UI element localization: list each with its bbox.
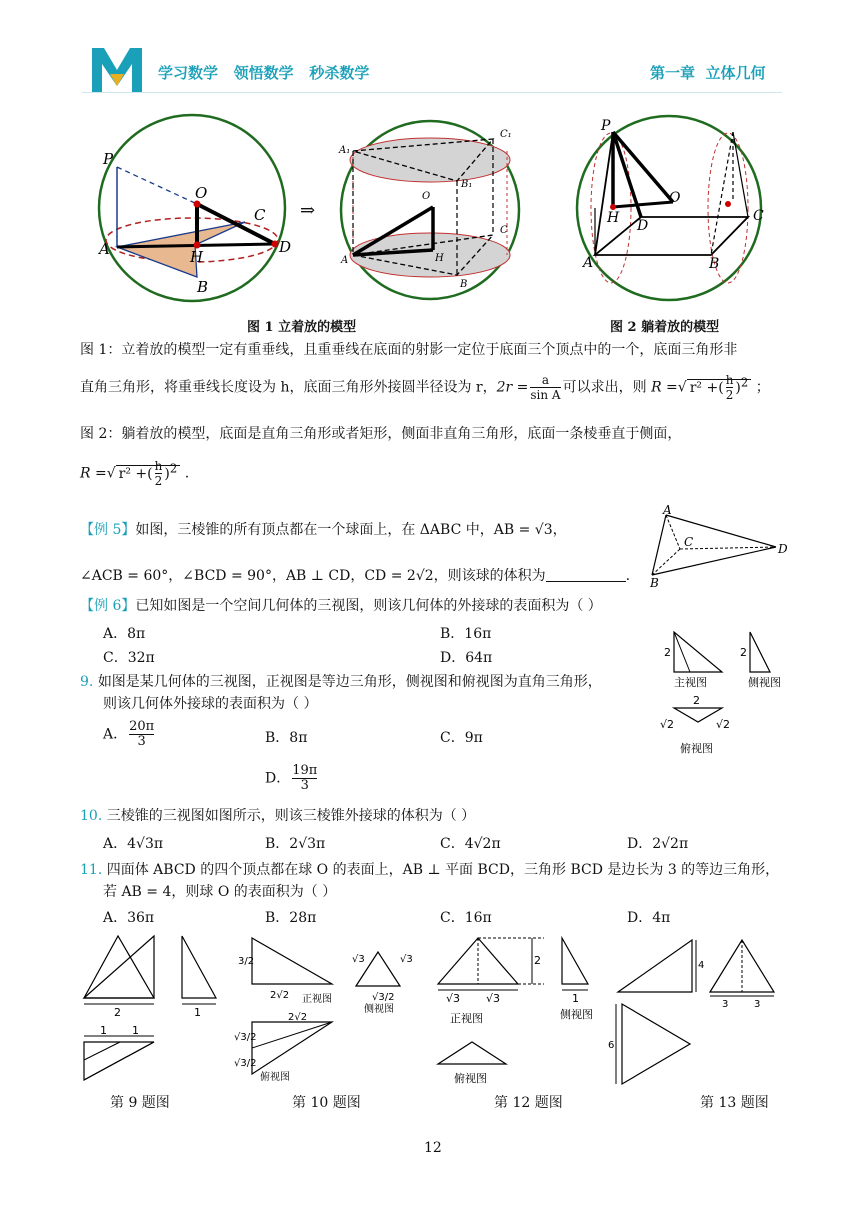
fig2-label-d: D: [637, 218, 649, 234]
fig1b-label-a: A: [341, 255, 349, 266]
f10-front-caption: 正视图: [302, 994, 332, 1005]
fig1a-label-h: H: [190, 248, 204, 266]
f10-top-width: 2√2: [288, 1012, 308, 1023]
ex6-front-dim: 2: [664, 646, 671, 659]
example6-three-views: [652, 628, 792, 761]
f12-right: √3: [486, 992, 501, 1005]
f9-side-width: 1: [194, 1006, 201, 1019]
q9-option-c[interactable]: C．9π: [440, 730, 483, 746]
fig2-label-p: P: [601, 118, 611, 134]
figure-1b: [335, 115, 525, 309]
ex6-top-right-dim: √2: [716, 718, 731, 731]
f9-top-left: 1: [100, 1024, 107, 1037]
arrow-symbol: ⇒: [300, 200, 316, 221]
figure-2: [573, 112, 773, 311]
example6-option-a[interactable]: A．8π: [103, 626, 146, 642]
f10-top-dim1: √3/2: [234, 1032, 257, 1043]
q11-line2: 若 AB = 4，则球 O 的表面积为（ ）: [103, 884, 337, 900]
f9-top-right: 1: [132, 1024, 139, 1037]
f10-top-dim2: √3/2: [234, 1058, 257, 1069]
q11-option-a[interactable]: A．36π: [103, 910, 155, 926]
caption-q9: 第 9 题图: [110, 1095, 170, 1111]
q10-question: 10. 三棱锥的三视图如图所示，则该三棱锥外接球的体积为（ ）: [80, 808, 476, 824]
q10-option-a[interactable]: A．4√3π: [103, 836, 164, 852]
example6-option-d[interactable]: D．64π: [440, 650, 493, 666]
f12-side-caption: 侧视图: [560, 1008, 593, 1021]
f12-left: √3: [446, 992, 461, 1005]
caption-q13: 第 13 题图: [700, 1095, 769, 1111]
fig1a-label-o: O: [195, 184, 208, 202]
caption-q12: 第 12 题图: [494, 1095, 563, 1111]
q11-option-d[interactable]: D．4π: [627, 910, 671, 926]
example6-option-b[interactable]: B．16π: [440, 626, 492, 642]
ex5-label-a: A: [663, 503, 672, 517]
q9-figure: [78, 930, 228, 1094]
fig1b-label-a1: A₁: [339, 145, 351, 156]
f10-side-right: √3: [400, 954, 413, 965]
fig1b-label-b: B: [460, 279, 468, 290]
example5-figure: [648, 503, 793, 590]
example5-line2: ∠ACB = 60°，∠BCD = 90°，AB ⊥ CD，CD = 2√2，则该球的体积为 .: [80, 568, 631, 584]
fig1b-label-b1: B₁: [461, 179, 473, 190]
f10-front-width: 2√2: [270, 990, 290, 1001]
q13-figure: [608, 934, 792, 1094]
example5-line1: 【例 5】如图，三棱锥的所有顶点都在一个球面上，在 ΔABC 中，AB = √3，: [80, 522, 567, 538]
fig2-caption: 图 2 躺着放的模型: [610, 320, 720, 335]
header-slogan: 学习数学 领悟数学 秒杀数学: [158, 64, 370, 82]
example6-option-c[interactable]: C．32π: [103, 650, 155, 666]
radical-sign: √: [677, 379, 687, 396]
ex5-label-b: B: [650, 576, 659, 590]
f10-top-caption: 俯视图: [260, 1072, 290, 1083]
ex6-side-dim: 2: [740, 646, 747, 659]
f13-left: 3: [722, 999, 729, 1010]
fig2-label-o: O: [669, 190, 681, 206]
page-number: 12: [424, 1140, 442, 1156]
fig1b-label-c: C: [500, 225, 508, 236]
desc-fig1-line1: 图 1：立着放的模型一定有重垂线，且重垂线在底面的射影一定位于底面三个顶点中的一个，底面三角形非: [80, 342, 738, 358]
f12-top-caption: 俯视图: [454, 1072, 487, 1085]
q10-option-b[interactable]: B．2√3π: [265, 836, 326, 852]
f10-side-bottom: √3/2: [372, 992, 395, 1003]
fig2-label-h: H: [607, 210, 620, 226]
f12-front-caption: 正视图: [450, 1012, 483, 1025]
q9-line1: 9. 如图是某几何体的三视图，正视图是等边三角形，侧视图和俯视图为直角三角形，: [80, 674, 602, 690]
logo: [88, 44, 146, 94]
fig1a-label-a: A: [99, 240, 110, 258]
q10-figure: [232, 932, 432, 1096]
figure-1a: [95, 112, 295, 311]
ex6-front-caption: 主视图: [674, 676, 707, 689]
q9-option-b[interactable]: B．8π: [265, 730, 308, 746]
ex6-top-caption: 俯视图: [680, 742, 713, 755]
fig1b-label-h: H: [435, 253, 444, 264]
f13-height: 4: [698, 960, 705, 971]
q9-option-a[interactable]: A． $\frac{20\pi}{3}$: [103, 719, 155, 749]
q11-option-b[interactable]: B．28π: [265, 910, 317, 926]
caption-q10: 第 10 题图: [292, 1095, 361, 1111]
f10-side-caption: 侧视图: [364, 1004, 394, 1015]
fig2-label-a: A: [583, 255, 594, 271]
fig1b-label-o: O: [422, 191, 431, 202]
header-rule: [82, 92, 782, 93]
q12-figure: [432, 932, 615, 1096]
q10-option-d[interactable]: D．2√2π: [627, 836, 689, 852]
fig1b-label-c1: C₁: [500, 129, 512, 140]
fraction-a-over-sinA: $\frac{a}{\text{sin A}}$: [530, 373, 561, 403]
ex5-label-d: D: [778, 542, 788, 556]
f12-height: 2: [534, 954, 541, 967]
fig1a-label-c: C: [254, 206, 266, 224]
fig1a-label-p: P: [103, 150, 114, 168]
fig2-label-b: B: [709, 256, 720, 272]
q10-option-c[interactable]: C．4√2π: [440, 836, 501, 852]
fig1-caption: 图 1 立着放的模型: [247, 320, 357, 335]
fig1a-label-d: D: [279, 238, 292, 256]
ex5-label-c: C: [684, 535, 694, 549]
q11-line1: 11. 四面体 ABCD 的四个顶点都在球 O 的表面上，AB ⊥ 平面 BCD，三角形 BCD 是边长为 3 的等边三角形，: [80, 862, 780, 878]
f13-right: 3: [754, 999, 761, 1010]
desc-fig1-line2: 直角三角形，将重垂线长度设为 h，底面三角形外接圆半径设为 r，2r = $\frac{a}{\text{sin A}}$ 可以求出，则 R =√ r² +( $\frac{h}{2}$ )$^2$ ；: [80, 373, 770, 403]
f10-side-left: √3: [352, 954, 365, 965]
fig1a-label-b: B: [197, 278, 209, 296]
desc-fig2-line1: 图 2：躺着放的模型，底面是直角三角形或者矩形，侧面非直角三角形，底面一条棱垂直于侧面，: [80, 426, 682, 442]
fig2-label-c: C: [753, 208, 764, 224]
f9-front-width: 2: [114, 1006, 121, 1019]
example6-question: 【例 6】已知如图是一个空间几何体的三视图，则该几何体的外接球的表面积为（ ）: [80, 598, 602, 614]
f13-six: 6: [608, 1040, 615, 1051]
ex6-side-caption: 侧视图: [748, 676, 781, 689]
ex6-top-left-dim: √2: [660, 718, 675, 731]
answer-blank: [546, 567, 626, 582]
f10-front-height: 3/2: [238, 956, 255, 967]
ex6-top-dim: 2: [693, 694, 700, 707]
header-chapter: 第一章 立体几何: [650, 64, 766, 82]
q11-option-c[interactable]: C．16π: [440, 910, 492, 926]
q9-line2: 则该几何体外接球的表面积为（ ）: [103, 696, 318, 712]
q9-option-d[interactable]: D． $\frac{19\pi}{3}$: [265, 763, 318, 793]
f12-side-width: 1: [572, 992, 579, 1005]
desc-fig2-formula: R =√ r² +( $\frac{h}{2}$ )$^2$ .: [80, 459, 190, 489]
